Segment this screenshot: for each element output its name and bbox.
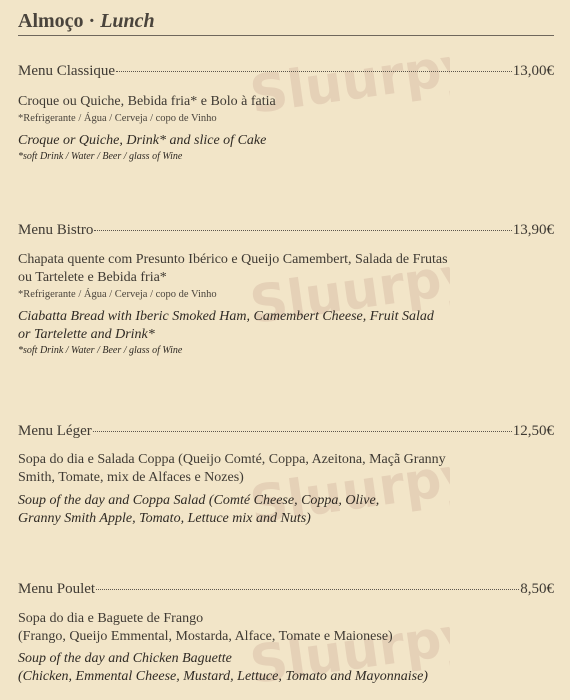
svg-text:Sluurpy: Sluurpy (246, 445, 450, 536)
svg-text:Sluurpy: Sluurpy (246, 35, 450, 126)
menu-price: 13,90€ (512, 222, 554, 238)
dot-leader (94, 230, 511, 231)
description-en: Soup of the day and Coppa Salad (Comté Cheese, Coppa, Olive, (18, 493, 380, 508)
description-en: (Chicken, Emmental Cheese, Mustard, Lettuce, Tomato and Mayonnaise) (18, 669, 428, 684)
menu-name: Menu Classique (18, 63, 116, 79)
description-pt: Smith, Tomate, mix de Alfaces e Nozes) (18, 470, 244, 485)
description-en: or Tartelette and Drink* (18, 327, 155, 342)
title-pt: Almoço (18, 10, 84, 32)
menu-price: 8,50€ (520, 581, 554, 597)
menu-item-header (18, 221, 554, 239)
description-pt: ou Tartelete e Bebida fria* (18, 270, 167, 285)
svg-text:Sluurpy: Sluurpy (246, 245, 450, 336)
description-pt: (Frango, Queijo Emmental, Mostarda, Alface, Tomate e Maionese) (18, 629, 393, 644)
menu-section-classique (18, 62, 554, 164)
note-en: *soft Drink / Water / Beer / glass of Wine (18, 345, 183, 356)
menu-item-header (18, 422, 554, 440)
menu-item-header (18, 580, 554, 598)
menu-name: Menu Poulet (18, 581, 96, 597)
note-pt: *Refrigerante / Água / Cerveja / copo de Vinho (18, 113, 217, 124)
menu-section-bistro (18, 221, 554, 358)
dot-leader (96, 589, 519, 590)
menu-price: 12,50€ (512, 423, 554, 439)
title-en: Lunch (100, 10, 155, 32)
note-pt: *Refrigerante / Água / Cerveja / copo de Vinho (18, 289, 217, 300)
description-pt: Croque ou Quiche, Bebida fria* e Bolo à fatia (18, 94, 276, 109)
description-pt: Chapata quente com Presunto Ibérico e Queijo Camembert, Salada de Frutas (18, 252, 448, 267)
menu-section-leger (18, 422, 554, 527)
page-header (18, 10, 554, 36)
description-en: Ciabatta Bread with Iberic Smoked Ham, Camembert Cheese, Fruit Salad (18, 309, 434, 324)
title-separator: · (88, 10, 96, 32)
page-title (18, 10, 554, 32)
dot-leader (116, 71, 512, 72)
description-pt: Sopa do dia e Salada Coppa (Queijo Comté, Coppa, Azeitona, Maçã Granny (18, 452, 446, 467)
description-en: Croque or Quiche, Drink* and slice of Cake (18, 133, 267, 148)
description-en: Granny Smith Apple, Tomato, Lettuce mix and Nuts) (18, 511, 311, 526)
menu-price: 13,00€ (512, 63, 554, 79)
note-en: *soft Drink / Water / Beer / glass of Wine (18, 151, 183, 162)
menu-section-poulet (18, 580, 554, 685)
menu-item-header (18, 62, 554, 80)
description-pt: Sopa do dia e Baguete de Frango (18, 611, 204, 626)
menu-name: Menu Léger (18, 423, 92, 439)
svg-text:Sluurpy: Sluurpy (246, 605, 450, 696)
description-en: Soup of the day and Chicken Baguette (18, 651, 232, 666)
menu-name: Menu Bistro (18, 222, 94, 238)
dot-leader (93, 431, 512, 432)
